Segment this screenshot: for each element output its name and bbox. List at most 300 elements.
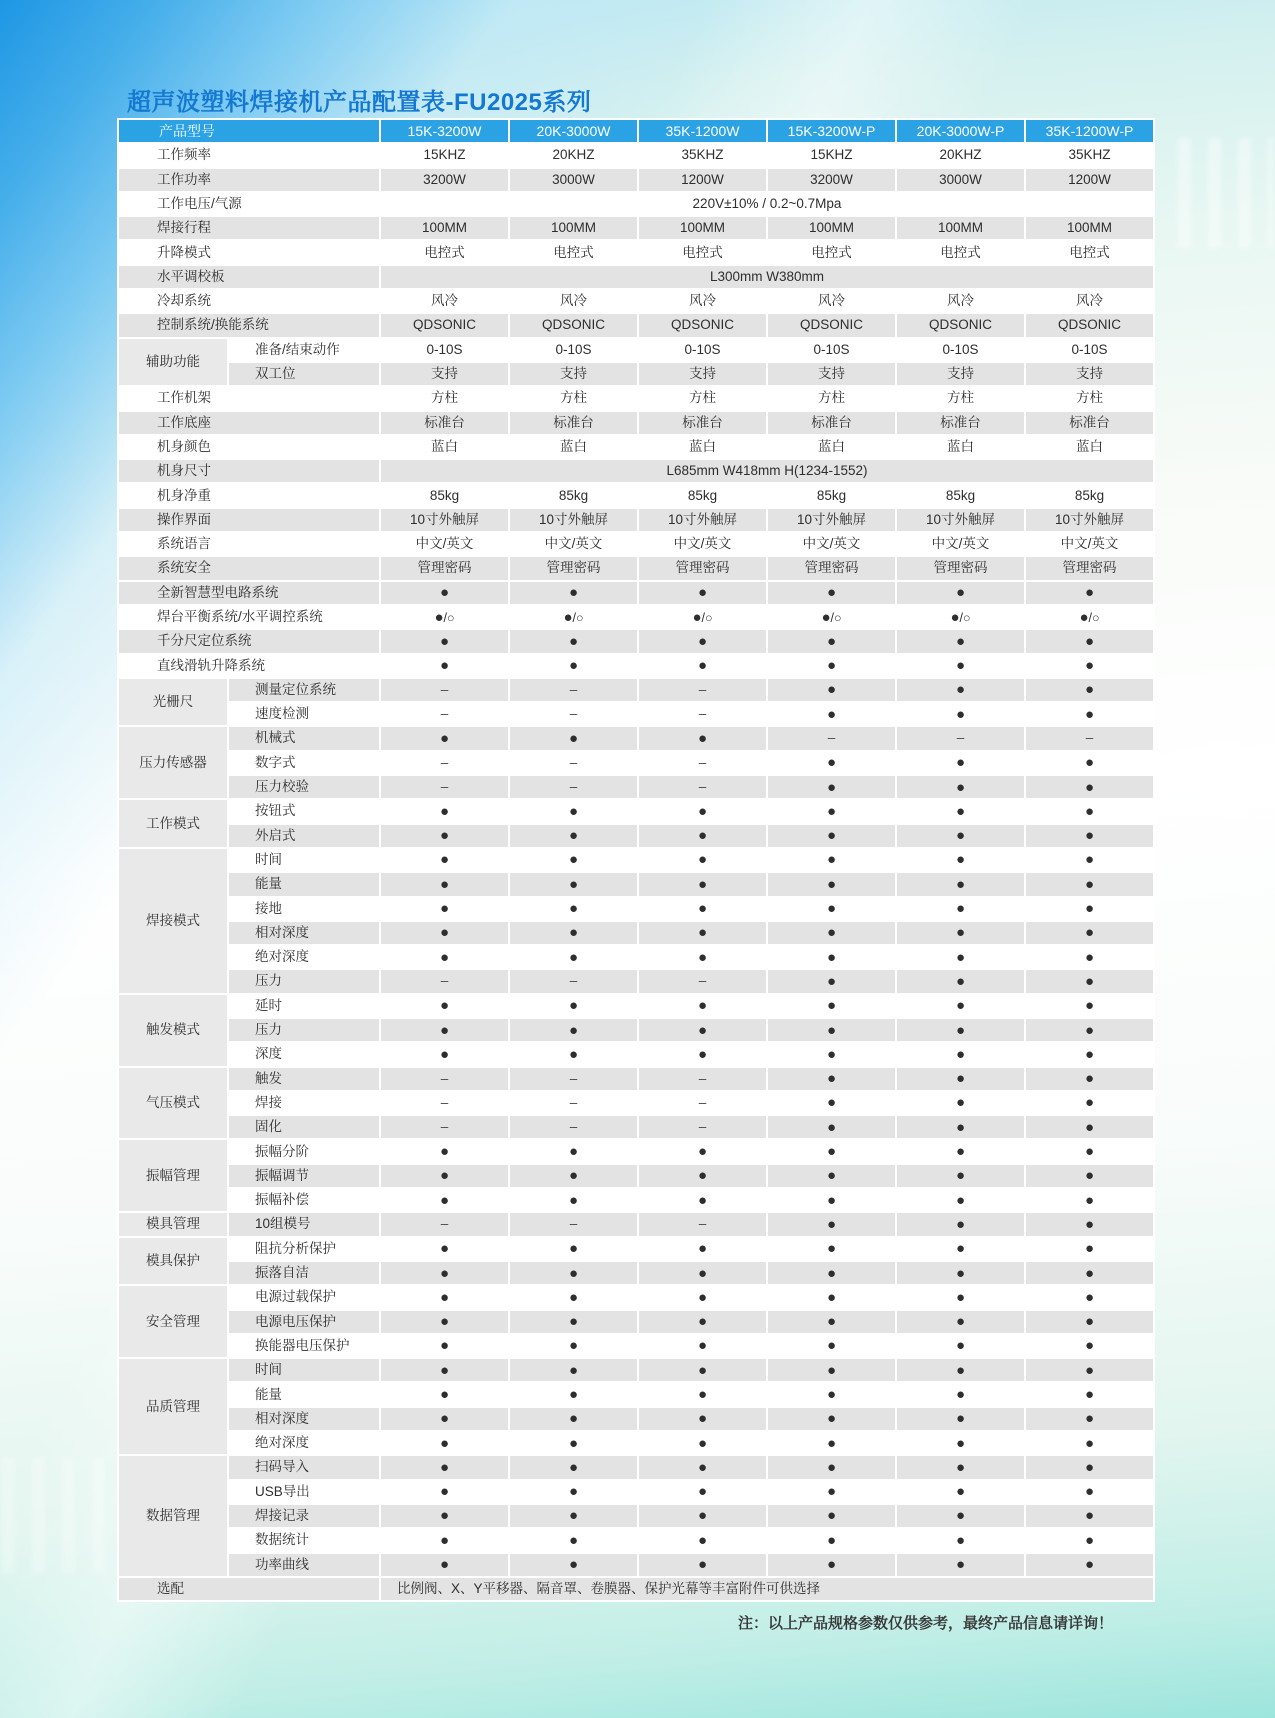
feature-cell — [768, 727, 895, 749]
feature-cell — [510, 800, 637, 822]
included-dot-icon: ● — [1084, 924, 1095, 942]
feature-cell — [510, 582, 637, 604]
feature-cell — [510, 1262, 637, 1284]
group-label: 气压模式 — [119, 1068, 227, 1139]
table-row — [119, 1335, 1153, 1357]
not-available-dash-icon: – — [440, 1216, 449, 1232]
table-row — [119, 800, 1153, 822]
feature-cell — [510, 970, 637, 992]
included-dot-icon: ● — [439, 1507, 450, 1525]
feature-cell — [381, 679, 508, 701]
included-dot-icon: ● — [697, 1410, 708, 1428]
table-row — [119, 1238, 1153, 1260]
included-dot-icon: ● — [439, 1021, 450, 1039]
feature-cell: 标准台 — [381, 412, 508, 434]
table-row — [119, 922, 1153, 944]
included-dot-icon: ● — [439, 657, 450, 675]
group-label: 品质管理 — [119, 1359, 227, 1454]
column-header-model-6: 35K-1200W-P — [1026, 120, 1153, 142]
table-row — [119, 1529, 1153, 1551]
footnote: 注：以上产品规格参数仅供参考，最终产品信息请详询！ — [737, 1615, 1113, 1632]
row-label: 绝对深度 — [229, 946, 379, 968]
merged-value: 220V±10% / 0.2~0.7Mpa — [381, 193, 1153, 215]
not-available-dash-icon: – — [698, 1119, 707, 1135]
feature-cell: 85kg — [510, 484, 637, 506]
feature-cell: 20KHZ — [510, 144, 637, 166]
included-dot-icon: ● — [1084, 1021, 1095, 1039]
feature-cell — [510, 1092, 637, 1114]
included-dot-icon: ● — [955, 1118, 966, 1136]
feature-cell — [897, 703, 1024, 725]
feature-cell — [381, 1311, 508, 1333]
column-header-model-4: 15K-3200W-P — [768, 120, 895, 142]
included-dot-icon: ● — [439, 1386, 450, 1403]
included-dot-icon: ● — [1084, 1434, 1095, 1452]
feature-cell: 85kg — [639, 484, 766, 506]
feature-cell: 中文/英文 — [1026, 533, 1153, 555]
included-dot-icon: ● — [826, 1313, 837, 1331]
feature-cell — [1026, 1068, 1153, 1090]
feature-cell — [381, 800, 508, 822]
feature-cell: 风冷 — [381, 290, 508, 312]
included-dot-icon: ● — [826, 1386, 837, 1403]
feature-cell: 10寸外触屏 — [897, 509, 1024, 531]
feature-cell: 风冷 — [639, 290, 766, 312]
feature-cell: 85kg — [1026, 484, 1153, 506]
feature-cell: 蓝白 — [639, 436, 766, 458]
feature-cell — [639, 1432, 766, 1454]
feature-cell: 方柱 — [1026, 387, 1153, 409]
table-row — [119, 1286, 1153, 1308]
feature-cell — [768, 1529, 895, 1551]
feature-cell — [510, 1408, 637, 1430]
row-label: 焊接 — [229, 1092, 379, 1114]
feature-cell: QDSONIC — [768, 314, 895, 336]
included-dot-icon: ● — [955, 1434, 966, 1452]
table-row — [119, 144, 1153, 166]
table-row — [119, 387, 1153, 409]
included-dot-icon: ● — [1084, 1045, 1095, 1063]
feature-cell — [768, 825, 895, 847]
not-available-dash-icon: – — [569, 754, 578, 770]
table-row — [119, 1043, 1153, 1065]
included-dot-icon: ● — [826, 1094, 837, 1112]
feature-cell: 3000W — [897, 169, 1024, 191]
feature-cell — [768, 1092, 895, 1114]
included-dot-icon: ● — [697, 875, 708, 893]
feature-cell — [510, 606, 637, 628]
not-available-dash-icon: – — [569, 706, 578, 722]
not-available-dash-icon: – — [440, 1070, 449, 1086]
feature-cell — [639, 825, 766, 847]
feature-cell — [1026, 1116, 1153, 1138]
feature-cell — [381, 776, 508, 798]
feature-cell — [897, 630, 1024, 652]
feature-cell — [510, 1068, 637, 1090]
feature-cell — [381, 1116, 508, 1138]
included-dot-icon: ● — [1084, 1458, 1095, 1476]
feature-cell — [510, 703, 637, 725]
row-label: 振幅补偿 — [229, 1189, 379, 1211]
included-dot-icon: ● — [826, 851, 837, 869]
included-dot-icon: ● — [955, 997, 966, 1015]
included-dot-icon: ● — [1084, 1531, 1095, 1549]
feature-cell: 电控式 — [1026, 241, 1153, 263]
feature-cell — [768, 1456, 895, 1478]
included-dot-icon: ● — [697, 1507, 708, 1525]
row-label: 功率曲线 — [229, 1554, 379, 1576]
feature-cell — [1026, 655, 1153, 677]
included-dot-icon: ● — [568, 1556, 579, 1574]
feature-cell: 标准台 — [1026, 412, 1153, 434]
feature-cell: 100MM — [639, 217, 766, 239]
feature-cell — [381, 727, 508, 749]
included-dot-icon: ● — [568, 948, 579, 966]
included-dot-icon: ● — [955, 1021, 966, 1039]
feature-cell: QDSONIC — [1026, 314, 1153, 336]
included-dot-icon: ● — [1084, 705, 1095, 723]
feature-cell — [1026, 1213, 1153, 1235]
feature-cell: 标准台 — [510, 412, 637, 434]
slash-separator: / — [1088, 610, 1092, 625]
feature-cell — [768, 1432, 895, 1454]
included-dot-icon: ● — [1084, 1094, 1095, 1112]
included-dot-icon: ● — [1084, 997, 1095, 1015]
included-dot-icon: ● — [697, 1458, 708, 1476]
page-title: 超声波塑料焊接机产品配置表-FU2025系列 — [127, 89, 592, 116]
feature-cell: 支持 — [381, 363, 508, 385]
row-label: 相对深度 — [229, 922, 379, 944]
feature-cell: 支持 — [897, 363, 1024, 385]
included-dot-icon: ● — [568, 1531, 579, 1549]
table-row — [119, 1481, 1153, 1503]
included-dot-icon: ● — [697, 1434, 708, 1452]
included-dot-icon: ● — [1084, 657, 1095, 675]
feature-cell — [639, 800, 766, 822]
table-row — [119, 825, 1153, 847]
included-dot-icon: ● — [826, 827, 837, 845]
included-dot-icon: ● — [1084, 827, 1095, 845]
included-dot-icon: ● — [439, 584, 450, 602]
included-dot-icon: ● — [826, 705, 837, 723]
row-label: 焊接记录 — [229, 1505, 379, 1527]
feature-cell: 中文/英文 — [381, 533, 508, 555]
included-dot-icon: ● — [563, 608, 573, 626]
row-label: 深度 — [229, 1043, 379, 1065]
feature-cell — [1026, 1432, 1153, 1454]
feature-cell — [768, 1068, 895, 1090]
included-dot-icon: ● — [955, 1386, 966, 1403]
not-available-dash-icon: – — [569, 1119, 578, 1135]
feature-cell — [510, 898, 637, 920]
feature-cell — [768, 898, 895, 920]
feature-cell — [1026, 898, 1153, 920]
feature-cell — [510, 1043, 637, 1065]
included-dot-icon: ● — [1084, 1361, 1095, 1379]
row-label: 冷却系统 — [119, 290, 379, 312]
group-label: 工作模式 — [119, 800, 227, 847]
row-label: 数字式 — [229, 752, 379, 774]
feature-cell: 方柱 — [768, 387, 895, 409]
feature-cell — [510, 679, 637, 701]
included-dot-icon: ● — [1084, 584, 1095, 602]
feature-cell: 15KHZ — [381, 144, 508, 166]
not-available-dash-icon: – — [698, 1216, 707, 1232]
included-dot-icon: ● — [697, 1556, 708, 1574]
included-dot-icon: ● — [955, 1313, 966, 1331]
included-dot-icon: ● — [439, 802, 450, 820]
feature-cell: 0-10S — [510, 339, 637, 361]
feature-cell — [1026, 1019, 1153, 1041]
feature-cell — [897, 849, 1024, 871]
included-dot-icon: ● — [439, 1264, 450, 1282]
table-row — [119, 436, 1153, 458]
feature-cell: QDSONIC — [510, 314, 637, 336]
feature-cell: 蓝白 — [1026, 436, 1153, 458]
included-dot-icon: ● — [1084, 754, 1095, 772]
included-dot-icon: ● — [955, 1288, 966, 1306]
table-row — [119, 1432, 1153, 1454]
feature-cell: 标准台 — [897, 412, 1024, 434]
row-label: 按钮式 — [229, 800, 379, 822]
feature-cell — [510, 1189, 637, 1211]
included-dot-icon: ● — [439, 997, 450, 1015]
feature-cell: 35KHZ — [1026, 144, 1153, 166]
row-label: 机身尺寸 — [119, 460, 379, 482]
included-dot-icon: ● — [1084, 1143, 1095, 1161]
column-header-model-5: 20K-3000W-P — [897, 120, 1024, 142]
feature-cell — [381, 1068, 508, 1090]
included-dot-icon: ● — [697, 1021, 708, 1039]
column-header-model-3: 35K-1200W — [639, 120, 766, 142]
row-label: 焊台平衡系统/水平调控系统 — [119, 606, 379, 628]
included-dot-icon: ● — [697, 1337, 708, 1355]
included-dot-icon: ● — [692, 608, 702, 626]
feature-cell — [639, 752, 766, 774]
feature-cell — [510, 1019, 637, 1041]
feature-cell — [639, 1140, 766, 1162]
included-dot-icon: ● — [955, 1264, 966, 1282]
feature-cell — [381, 1554, 508, 1576]
included-dot-icon: ● — [955, 1531, 966, 1549]
row-label: 时间 — [229, 849, 379, 871]
included-dot-icon: ● — [568, 997, 579, 1015]
included-dot-icon: ● — [568, 729, 579, 747]
included-dot-icon: ● — [439, 827, 450, 845]
included-dot-icon: ● — [568, 1021, 579, 1039]
row-label: 机身净重 — [119, 484, 379, 506]
feature-cell — [381, 606, 508, 628]
row-label: 机械式 — [229, 727, 379, 749]
feature-cell — [639, 1116, 766, 1138]
feature-cell — [897, 970, 1024, 992]
row-label: 控制系统/换能系统 — [119, 314, 379, 336]
included-dot-icon: ● — [439, 1143, 450, 1161]
feature-cell — [381, 1189, 508, 1211]
included-dot-icon: ● — [1079, 608, 1089, 626]
feature-cell — [639, 655, 766, 677]
included-dot-icon: ● — [955, 1094, 966, 1112]
included-dot-icon: ● — [826, 1434, 837, 1452]
included-dot-icon: ● — [826, 1264, 837, 1282]
feature-cell — [897, 946, 1024, 968]
feature-cell — [897, 1213, 1024, 1235]
included-dot-icon: ● — [826, 1045, 837, 1063]
included-dot-icon: ● — [821, 608, 831, 626]
feature-cell — [639, 776, 766, 798]
slash-separator: / — [830, 610, 834, 625]
row-label: 振幅调节 — [229, 1165, 379, 1187]
feature-cell — [768, 752, 895, 774]
not-available-dash-icon: – — [569, 779, 578, 795]
feature-cell: 中文/英文 — [768, 533, 895, 555]
feature-cell — [897, 825, 1024, 847]
included-dot-icon: ● — [826, 1483, 837, 1501]
feature-cell — [381, 1019, 508, 1041]
not-available-dash-icon: – — [569, 1094, 578, 1110]
included-dot-icon: ● — [439, 1045, 450, 1063]
included-dot-icon: ● — [955, 1045, 966, 1063]
table-row — [119, 509, 1153, 531]
included-dot-icon: ● — [568, 1386, 579, 1403]
feature-cell — [510, 1213, 637, 1235]
included-dot-icon: ● — [439, 948, 450, 966]
feature-cell: 85kg — [768, 484, 895, 506]
feature-cell — [897, 606, 1024, 628]
feature-cell — [768, 1116, 895, 1138]
included-dot-icon: ● — [568, 1288, 579, 1306]
included-dot-icon: ● — [568, 1240, 579, 1258]
included-dot-icon: ● — [568, 802, 579, 820]
feature-cell — [639, 1262, 766, 1284]
feature-cell — [768, 800, 895, 822]
included-dot-icon: ● — [826, 1337, 837, 1355]
row-label: 绝对深度 — [229, 1432, 379, 1454]
feature-cell — [897, 1165, 1024, 1187]
included-dot-icon: ● — [826, 1070, 837, 1088]
feature-cell — [1026, 995, 1153, 1017]
included-dot-icon: ● — [1084, 875, 1095, 893]
feature-cell — [639, 970, 766, 992]
row-label: 时间 — [229, 1359, 379, 1381]
row-label: 10组模号 — [229, 1213, 379, 1235]
feature-cell — [381, 1432, 508, 1454]
feature-cell — [510, 1165, 637, 1187]
included-dot-icon: ● — [697, 1167, 708, 1185]
included-dot-icon: ● — [1084, 972, 1095, 990]
included-dot-icon: ● — [1084, 900, 1095, 918]
feature-cell — [510, 1116, 637, 1138]
included-dot-icon: ● — [1084, 1264, 1095, 1282]
feature-cell — [1026, 1408, 1153, 1430]
included-dot-icon: ● — [1084, 1483, 1095, 1501]
feature-cell: 方柱 — [510, 387, 637, 409]
feature-cell: 风冷 — [897, 290, 1024, 312]
included-dot-icon: ● — [1084, 1556, 1095, 1574]
included-dot-icon: ● — [826, 657, 837, 675]
included-dot-icon: ● — [955, 1240, 966, 1258]
table-row — [119, 898, 1153, 920]
group-label: 安全管理 — [119, 1286, 227, 1357]
row-label: 压力 — [229, 1019, 379, 1041]
feature-cell: QDSONIC — [897, 314, 1024, 336]
feature-cell — [768, 1213, 895, 1235]
feature-cell: 0-10S — [1026, 339, 1153, 361]
table-row — [119, 849, 1153, 871]
table-row — [119, 1165, 1153, 1187]
table-row — [119, 1408, 1153, 1430]
row-label: 速度检测 — [229, 703, 379, 725]
feature-cell: 风冷 — [1026, 290, 1153, 312]
row-label: 电源过载保护 — [229, 1286, 379, 1308]
included-dot-icon: ● — [697, 924, 708, 942]
feature-cell — [1026, 1189, 1153, 1211]
included-dot-icon: ● — [955, 1458, 966, 1476]
included-dot-icon: ● — [697, 948, 708, 966]
feature-cell — [768, 1554, 895, 1576]
feature-cell: 电控式 — [510, 241, 637, 263]
feature-cell — [897, 1359, 1024, 1381]
feature-cell — [1026, 1481, 1153, 1503]
included-dot-icon: ● — [955, 1070, 966, 1088]
feature-cell — [510, 1505, 637, 1527]
feature-cell: 35KHZ — [639, 144, 766, 166]
group-label: 数据管理 — [119, 1456, 227, 1575]
feature-cell — [897, 776, 1024, 798]
feature-cell — [768, 1262, 895, 1284]
feature-cell — [510, 1311, 637, 1333]
feature-cell — [510, 1238, 637, 1260]
feature-cell — [381, 1238, 508, 1260]
not-available-dash-icon: – — [698, 1070, 707, 1086]
feature-cell — [897, 1286, 1024, 1308]
feature-cell — [768, 970, 895, 992]
included-dot-icon: ● — [439, 1556, 450, 1574]
not-available-dash-icon: – — [1085, 730, 1094, 746]
feature-cell — [1026, 825, 1153, 847]
feature-cell — [510, 1432, 637, 1454]
feature-cell: 蓝白 — [381, 436, 508, 458]
feature-cell: 管理密码 — [639, 557, 766, 579]
feature-cell: 电控式 — [381, 241, 508, 263]
feature-cell — [639, 1505, 766, 1527]
feature-cell — [768, 1286, 895, 1308]
feature-cell — [1026, 1456, 1153, 1478]
feature-cell — [768, 946, 895, 968]
feature-cell: 0-10S — [639, 339, 766, 361]
table-row — [119, 1578, 1153, 1600]
not-available-dash-icon: – — [569, 681, 578, 697]
included-dot-icon: ● — [568, 827, 579, 845]
feature-cell — [768, 1140, 895, 1162]
group-label: 辅助功能 — [119, 339, 227, 386]
feature-cell: 85kg — [897, 484, 1024, 506]
feature-cell — [510, 655, 637, 677]
feature-cell — [768, 849, 895, 871]
feature-cell — [639, 1383, 766, 1405]
feature-cell — [381, 825, 508, 847]
feature-cell: 蓝白 — [510, 436, 637, 458]
included-dot-icon: ● — [568, 851, 579, 869]
feature-cell — [1026, 1165, 1153, 1187]
feature-cell — [768, 1043, 895, 1065]
included-dot-icon: ● — [568, 657, 579, 675]
feature-cell — [639, 630, 766, 652]
feature-cell — [897, 1432, 1024, 1454]
feature-cell — [639, 898, 766, 920]
feature-cell — [768, 1165, 895, 1187]
feature-cell: 0-10S — [897, 339, 1024, 361]
